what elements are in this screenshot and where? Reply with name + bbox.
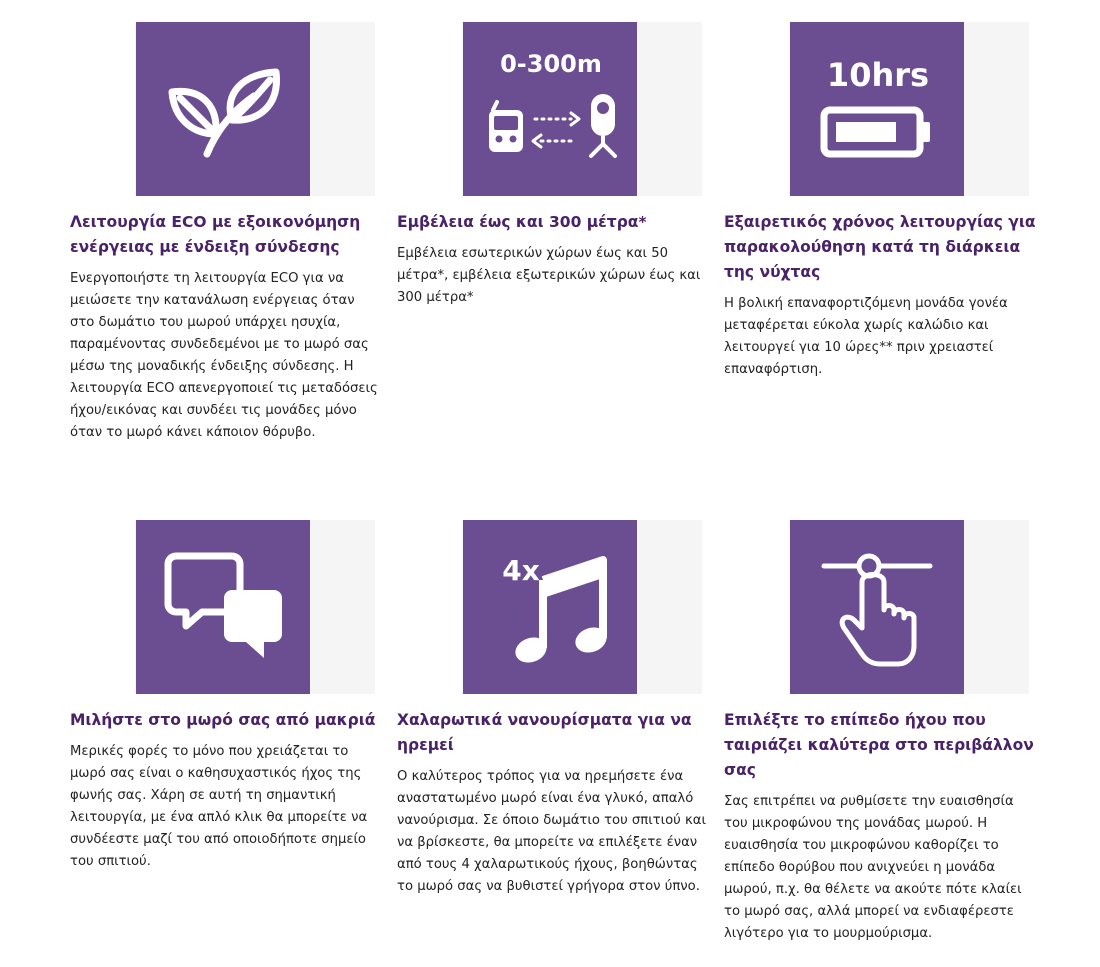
touch-slider-icon xyxy=(790,520,964,694)
feature-text-battery: Η βολική επαναφορτιζόμενη μονάδα γονέα μεταφέρεται εύκολα χωρίς καλώδιο και λειτουργεί για 10 ώρες** πριν χρειαστεί επαναφόρτιση. xyxy=(724,296,1008,377)
feature-text-sensitivity: Σας επιτρέπει να ρυθμίσετε την ευαισθησία του μικροφώνου της μονάδας μωρού. Η ευαισθησία του μικροφώνου καθορίζει το επίπεδο θορύβου που ανιχνεύει η μονάδα μωρού, π.χ. θα θέλετε να ακούτε πότε κλαίει το μωρό σας, αλλά μπορεί να ενδιαφέρεστε λιγότερο για το μουρμούρισμα. xyxy=(724,794,1022,941)
battery-icon xyxy=(790,22,964,196)
feature-text-talk: Μερικές φορές το μόνο που χρειάζεται το μωρό σας είναι ο καθησυχαστικός ήχος της φωνής σας. Χάρη σε αυτή τη σημαντική λειτουργία, με ένα απλό κλικ θα μπορείτε να συνδέεστε μαζί του από οποιοδήποτε σημείο του σπιτιού. xyxy=(70,744,368,869)
range-monitor-icon xyxy=(463,22,637,196)
feature-battery xyxy=(724,22,1044,381)
feature-title-range: Εμβέλεια έως και 300 μέτρα* xyxy=(397,213,647,231)
tile-label-range: 0-300m xyxy=(500,50,602,78)
feature-text-lullabies: Ο καλύτερος τρόπος για να ηρεμήσετε ένα αναστατωμένο μωρό είναι ένα γλυκό, απαλό νανούρισμα. Σε όποιο δωμάτιο του σπιτιού και να βρίσκεστε, θα μπορείτε να επιλέξετε έναν από τους 4 χαλαρωτικούς ήχους, βοηθώντας το μωρό σας να βυθιστεί γρήγορα στον ύπνο. xyxy=(397,769,706,894)
feature-tile-sensitivity xyxy=(789,520,1029,694)
feature-eco xyxy=(70,22,390,444)
feature-title-sensitivity: Επιλέξτε το επίπεδο ήχου που ταιριάζει καλύτερα στο περιβάλλον σας xyxy=(724,711,1034,779)
feature-title-eco: Λειτουργία ECO με εξοικονόμηση ενέργειας με ένδειξη σύνδεσης xyxy=(70,213,361,256)
music-note-icon xyxy=(463,520,637,694)
feature-tile-battery xyxy=(789,22,1029,196)
feature-tile-lullabies xyxy=(462,520,702,694)
tile-label-battery: 10hrs xyxy=(826,56,930,94)
feature-sensitivity xyxy=(724,520,1044,945)
feature-lullabies xyxy=(397,520,717,898)
feature-range xyxy=(397,22,717,309)
feature-tile-eco xyxy=(135,22,375,196)
leaf-eco-icon xyxy=(136,22,310,196)
feature-text-eco: Ενεργοποιήστε τη λειτουργία ECO για να μειώσετε την κατανάλωση ενέργειας όταν στο δωμάτιο του μωρού υπάρχει ησυχία, παραμένοντας συνδεδεμένοι με το μωρό σας μέσω της μοναδικής ένδειξης σύνδεσης. Η λειτουργία ECO απενεργοποιεί τις μεταδόσεις ήχου/εικόνας και συνδέει τις μονάδες μόνο όταν το μωρό κάνει κάποιον θόρυβο. xyxy=(70,271,378,440)
feature-text-range: Εμβέλεια εσωτερικών χώρων έως και 50 μέτρα*, εμβέλεια εξωτερικών χώρων έως και 300 μέτρα* xyxy=(397,246,701,305)
feature-talk xyxy=(70,520,390,873)
feature-tile-talk xyxy=(135,520,375,694)
feature-tile-range xyxy=(462,22,702,196)
feature-title-lullabies: Χαλαρωτικά νανουρίσματα για να ηρεμεί xyxy=(397,711,692,754)
feature-title-talk: Μιλήστε στο μωρό σας από μακριά xyxy=(70,711,376,729)
tile-label-lullabies: 4x xyxy=(502,554,540,587)
feature-title-battery: Εξαιρετικός χρόνος λειτουργίας για παρακολούθηση κατά τη διάρκεια της νύχτας xyxy=(724,213,1036,281)
speech-bubbles-icon xyxy=(136,520,310,694)
